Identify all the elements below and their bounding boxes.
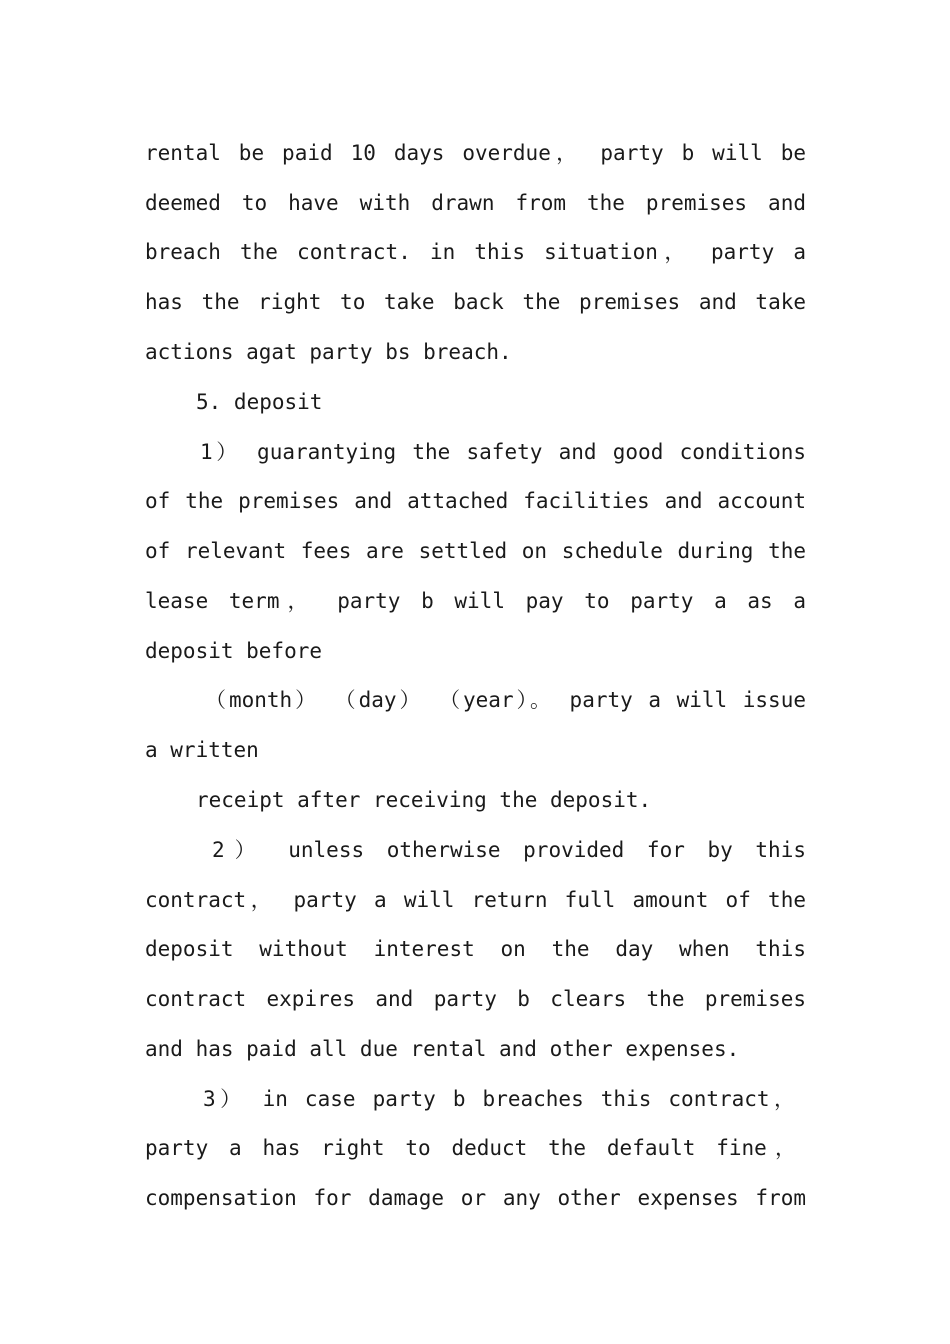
text-line: contract， party a will return full amount of the	[145, 888, 806, 912]
text-line: 2） unless otherwise provided for by this	[212, 838, 806, 862]
text-line: deposit before	[145, 639, 323, 663]
text-line: lease term， party b will pay to party a as a	[145, 589, 806, 613]
text-line: 3） in case party b breaches this contract，	[203, 1087, 795, 1111]
text-line: of relevant fees are settled on schedule during the	[145, 539, 806, 563]
text-line: contract expires and party b clears the premises	[145, 987, 806, 1011]
text-line: deemed to have with drawn from the premises and	[145, 191, 806, 215]
text-line: and has paid all due rental and other expenses.	[145, 1037, 740, 1061]
text-line: breach the contract. in this situation， party a	[145, 240, 806, 264]
text-line: has the right to take back the premises and take	[145, 290, 806, 314]
section-heading: 5. deposit	[196, 390, 323, 414]
text-line: compensation for damage or any other expenses from	[145, 1186, 806, 1210]
text-line: rental be paid 10 days overdue， party b will be	[145, 141, 806, 165]
text-line: party a has right to deduct the default fine，	[145, 1136, 796, 1160]
text-line: a written	[145, 738, 259, 762]
text-line: 1） guarantying the safety and good conditions	[200, 440, 806, 464]
text-line: actions agat party bs breach.	[145, 340, 512, 364]
text-line: （month） （day） （year）。 party a will issue	[205, 688, 806, 712]
text-line: receipt after receiving the deposit.	[196, 788, 652, 812]
text-line: deposit without interest on the day when this	[145, 937, 806, 961]
text-line: of the premises and attached facilities and account	[145, 489, 806, 513]
